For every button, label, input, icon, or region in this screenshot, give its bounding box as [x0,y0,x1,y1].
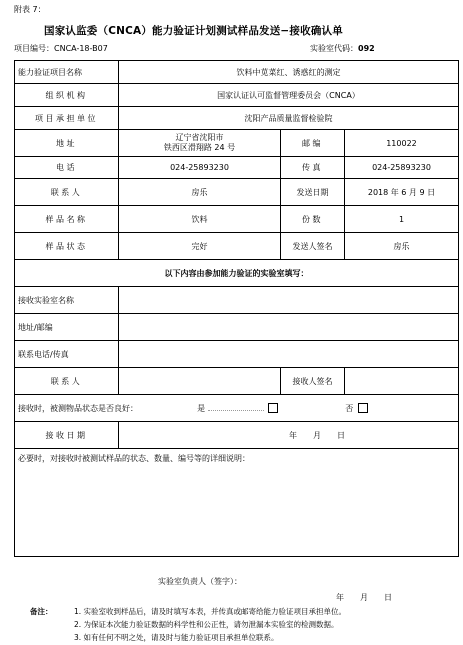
contact-label: 联系人 [15,179,119,206]
receive-date-field[interactable]: 年 月 日 [119,422,459,449]
lab-contact-field[interactable] [119,368,281,395]
phone-label: 电话 [15,157,119,179]
confirmation-form [14,60,459,557]
fax-label: 传真 [281,157,345,179]
sender-sign-value: 房乐 [345,233,459,260]
note-item: 1. 实验室收到样品后，请及时填写本表，并传真或邮寄给能力验证项目承担单位。 [74,607,347,616]
project-name-label: 能力验证项目名称 [15,61,119,84]
sample-state-label: 样品状态 [15,233,119,260]
lab-phone-label: 联系电话/传真 [15,341,119,368]
org-value: 国家认证认可监督管理委员会（CNCA） [119,84,459,107]
project-no: CNCA-18-B07 [54,44,108,53]
project-name: 饮料中苋菜红、诱惑红的测定 [119,61,459,84]
fax-value: 024-25893230 [345,157,459,179]
description-prompt: 必要时，对接收时被测试样品的状态、数量、编号等的详细说明： [18,454,250,463]
address-line-1: 辽宁省沈阳市 [175,133,224,142]
sample-name-value: 饮料 [119,206,281,233]
sender-sign-label: 发送人签名 [281,233,345,260]
attachment-label: 附表 7： [14,5,46,14]
no-label: 否 [345,403,354,413]
copies-label: 份数 [281,206,345,233]
receiver-sign-field[interactable] [345,368,459,395]
lab-head-sign-label: 实验室负责人（签字）： [158,577,242,586]
address-label: 地址 [15,130,119,157]
address-value [119,130,281,157]
note-item: 2. 为保证本次能力验证数据的科学性和公正性，请勿泄漏本实验室的检测数据。 [74,620,339,629]
lab-code-row [310,43,375,54]
lab-section-heading: 以下内容由参加能力验证的实验室填写： [15,260,459,287]
description-box[interactable] [15,449,459,557]
lab-contact-label: 联系人 [15,368,119,395]
contact-value: 房乐 [119,179,281,206]
project-no-row [14,43,108,54]
sample-state-value: 完好 [119,233,281,260]
lab-code-label: 实验室代码： [310,44,358,53]
receiver-sign-label: 接收人签名 [281,368,345,395]
lab-address-label: 地址/邮编 [15,314,119,341]
address-line-2: 铁西区滑翔路 24 号 [163,143,236,152]
phone-value: 024-25893230 [119,157,281,179]
lab-address-field[interactable] [119,314,459,341]
yes-label: 是 [197,403,206,413]
postcode-label: 邮编 [281,130,345,157]
project-no-label: 项目编号： [14,44,54,53]
send-date-label: 发送日期 [281,179,345,206]
lab-head-sign-date: 年 月 日 [336,593,392,602]
notes-title: 备注： [30,607,53,616]
receiver-name-field[interactable] [119,287,459,314]
undertaker-label: 项目承担单位 [15,107,119,130]
condition-row [15,395,459,422]
postcode-value: 110022 [345,130,459,157]
receiver-name-label: 接收实验室名称 [15,287,119,314]
undertaker-value: 沈阳产品质量监督检验院 [119,107,459,130]
condition-question: 接收时，被测物品状态是否良好： [18,403,138,413]
page-title: 国家认监委（CNCA）能力验证计划测试样品发送−接收确认单 [44,25,343,37]
receive-date-label: 接收日期 [15,422,119,449]
org-label: 组织机构 [15,84,119,107]
no-checkbox[interactable] [358,403,368,413]
sample-name-label: 样品名称 [15,206,119,233]
lab-code: 092 [358,44,375,53]
note-item: 3. 如有任何不明之处，请及时与能力验证项目承担单位联系。 [74,633,279,642]
lab-phone-field[interactable] [119,341,459,368]
send-date-value: 2018 年 6 月 9 日 [345,179,459,206]
copies-value: 1 [345,206,459,233]
yes-checkbox[interactable] [268,403,278,413]
